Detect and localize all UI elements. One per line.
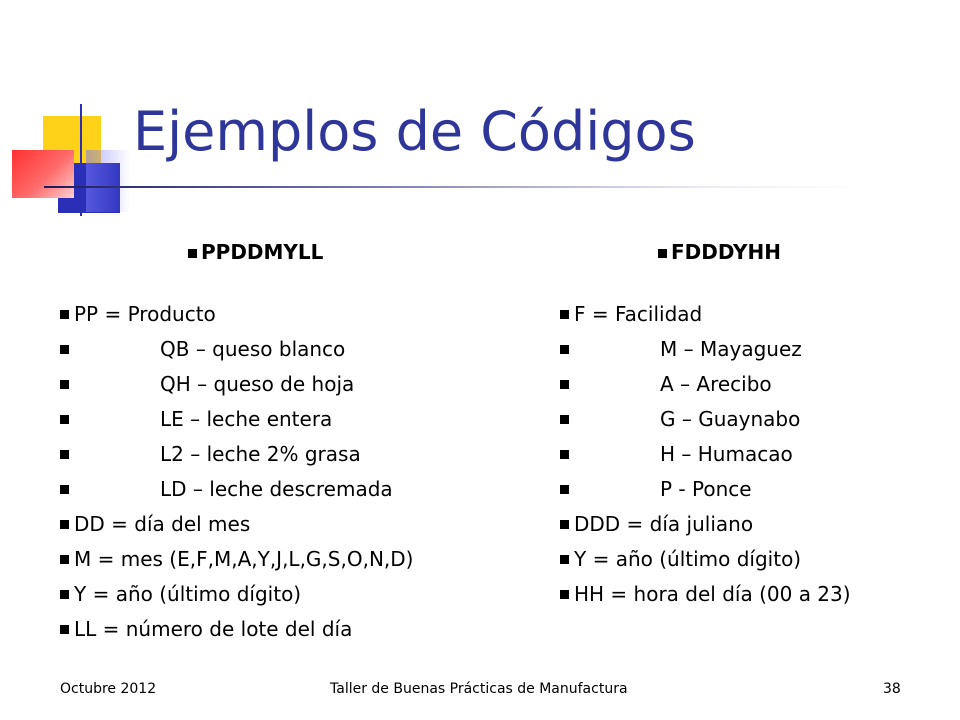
square-bullet-icon: [560, 380, 569, 389]
list-item: [60, 612, 413, 647]
sub-list-item: [560, 437, 851, 472]
list-item-text: A – Arecibo: [660, 372, 772, 396]
sub-list-item: [60, 472, 413, 507]
sub-list-item: [60, 332, 413, 367]
square-bullet-icon: [60, 625, 69, 634]
square-bullet-icon: [60, 520, 69, 529]
square-bullet-icon: [60, 555, 69, 564]
left-heading: [188, 237, 413, 267]
right-column: [560, 237, 851, 612]
list-item-text: QB – queso blanco: [160, 337, 346, 361]
square-bullet-icon: [60, 590, 69, 599]
sub-list-item: [60, 367, 413, 402]
right-heading-text: FDDDYHH: [671, 240, 781, 264]
list-item-text: P - Ponce: [660, 477, 752, 501]
list-item-text: Y = año (último dígito): [574, 547, 802, 571]
list-item: [60, 297, 413, 332]
square-bullet-icon: [560, 450, 569, 459]
list-item: [560, 297, 851, 332]
list-item: [560, 542, 851, 577]
footer-date: Octubre 2012: [60, 681, 157, 697]
list-item-text: DDD = día juliano: [574, 512, 754, 536]
left-list: [60, 297, 413, 647]
slide-title: Ejemplos de Códigos: [133, 100, 696, 163]
list-item-text: HH = hora del día (00 a 23): [574, 582, 851, 606]
square-bullet-icon: [658, 249, 667, 258]
square-bullet-icon: [60, 345, 69, 354]
list-item-text: LL = número de lote del día: [74, 617, 353, 641]
square-bullet-icon: [560, 485, 569, 494]
list-item-text: QH – queso de hoja: [160, 372, 355, 396]
square-bullet-icon: [560, 415, 569, 424]
left-column: [60, 237, 413, 647]
logo-red-square: [12, 150, 74, 198]
square-bullet-icon: [60, 450, 69, 459]
list-item-text: F = Facilidad: [574, 302, 703, 326]
square-bullet-icon: [560, 310, 569, 319]
square-bullet-icon: [60, 415, 69, 424]
list-item: [560, 507, 851, 542]
list-item-text: LE – leche entera: [160, 407, 333, 431]
list-item-text: M = mes (E,F,M,A,Y,J,L,G,S,O,N,D): [74, 547, 414, 571]
title-vertical-rule: [80, 104, 82, 216]
list-item-text: PP = Producto: [74, 302, 216, 326]
list-item-text: Y = año (último dígito): [74, 582, 302, 606]
right-heading: [658, 237, 851, 267]
list-item: [60, 542, 413, 577]
square-bullet-icon: [560, 345, 569, 354]
square-bullet-icon: [60, 380, 69, 389]
logo-glow: [86, 150, 130, 212]
footer-course: Taller de Buenas Prácticas de Manufactura: [330, 681, 628, 697]
list-item-text: DD = día del mes: [74, 512, 251, 536]
square-bullet-icon: [60, 310, 69, 319]
list-item: [60, 577, 413, 612]
list-item-text: H – Humacao: [660, 442, 793, 466]
square-bullet-icon: [60, 485, 69, 494]
sub-list-item: [560, 332, 851, 367]
sub-list-item: [60, 437, 413, 472]
square-bullet-icon: [560, 520, 569, 529]
sub-list-item: [560, 367, 851, 402]
footer-page-number: 38: [883, 681, 901, 697]
sub-list-item: [60, 402, 413, 437]
list-item: [60, 507, 413, 542]
list-item-text: G – Guaynabo: [660, 407, 801, 431]
left-heading-text: PPDDMYLL: [201, 240, 324, 264]
square-bullet-icon: [560, 590, 569, 599]
right-list: [560, 297, 851, 612]
square-bullet-icon: [188, 249, 197, 258]
sub-list-item: [560, 472, 851, 507]
list-item-text: LD – leche descremada: [160, 477, 393, 501]
title-underline: [44, 186, 864, 188]
sub-list-item: [560, 402, 851, 437]
list-item-text: L2 – leche 2% grasa: [160, 442, 361, 466]
list-item-text: M – Mayaguez: [660, 337, 802, 361]
square-bullet-icon: [560, 555, 569, 564]
list-item: [560, 577, 851, 612]
